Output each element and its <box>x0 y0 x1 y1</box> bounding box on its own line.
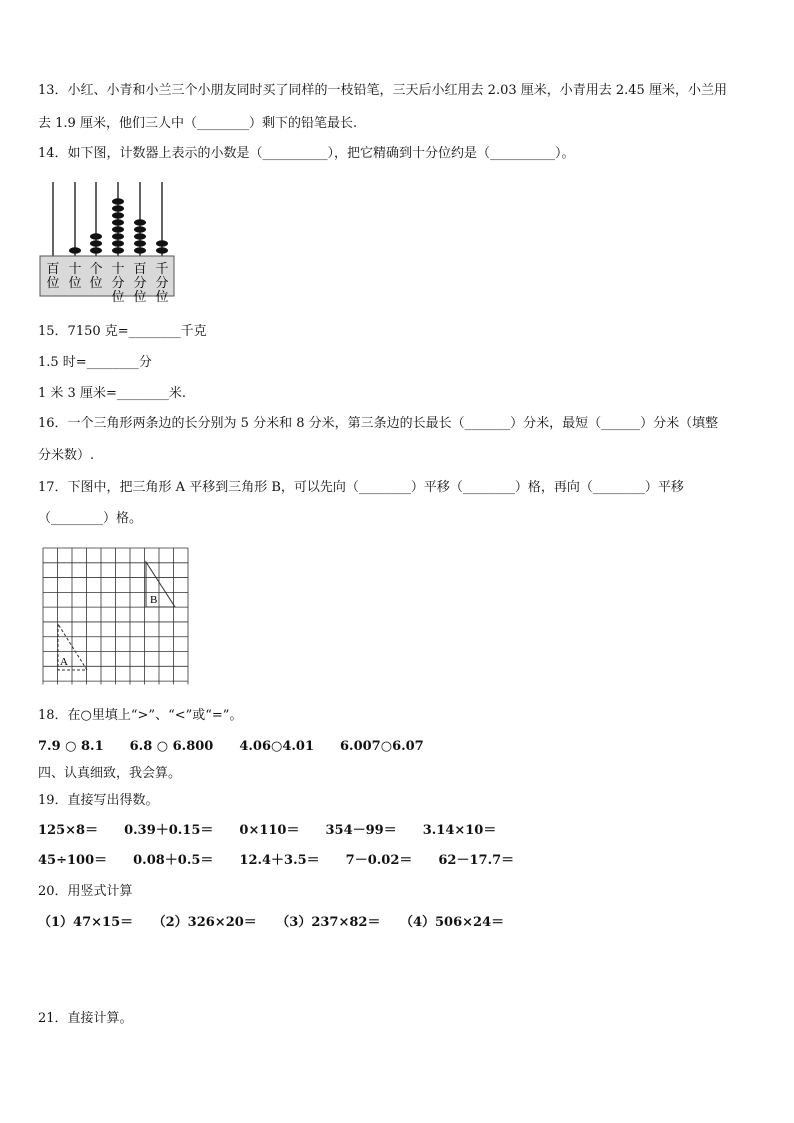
q15-line3: 1 米 3 厘米=________米. <box>38 386 186 401</box>
abacus-bead <box>156 240 168 246</box>
abacus-place-label: 千 <box>155 262 169 277</box>
q17-line1: 17．下图中，把三角形 A 平移到三角形 B，可以先向（________）平移（________）格，再向（________）平移 <box>38 480 684 495</box>
q15-line1: 15．7150 克=________千克 <box>38 324 207 339</box>
abacus-bead <box>90 233 102 239</box>
abacus-bead <box>134 233 146 239</box>
abacus-bead <box>69 247 81 253</box>
abacus-bead <box>112 226 124 232</box>
section-4-heading: 四、认真细致，我会算。 <box>38 766 182 781</box>
abacus-place-label: 十 <box>111 262 125 277</box>
q17-line2: （________）格。 <box>38 511 143 526</box>
q18-items: 7.9 ○ 8.1 6.8 ○ 6.800 4.06○4.01 6.007○6.07 <box>38 739 424 754</box>
abacus-bead <box>112 212 124 218</box>
q15-line2: 1.5 时=________分 <box>38 355 152 370</box>
abacus-frame <box>40 256 174 296</box>
abacus-bead <box>112 205 124 211</box>
abacus-place-label: 位 <box>155 290 169 305</box>
abacus-place-label: 位 <box>46 276 60 291</box>
q20-title: 20．用竖式计算 <box>38 884 133 899</box>
abacus-place-label: 位 <box>68 276 82 291</box>
abacus-place-label: 分 <box>133 276 147 291</box>
translation-grid <box>42 547 192 685</box>
abacus-place-label: 分 <box>111 276 125 291</box>
abacus-bead <box>112 219 124 225</box>
abacus-figure <box>38 180 178 308</box>
q16-line2: 分米数）. <box>38 448 95 463</box>
q19-row1: 125×8＝ 0.39＋0.15＝ 0×110＝ 354－99＝ 3.14×10＝ <box>38 823 497 838</box>
abacus-bead <box>112 198 124 204</box>
abacus-bead <box>134 226 146 232</box>
abacus-bead <box>156 247 168 253</box>
q19-row2: 45÷100＝ 0.08＋0.5＝ 12.4＋3.5＝ 7－0.02＝ 62－17.7＝ <box>38 853 515 868</box>
q13-line1: 13．小红、小青和小兰三个小朋友同时买了同样的一枝铅笔，三天后小红用去 2.03 厘米，小青用去 2.45 厘米，小兰用 <box>38 83 727 98</box>
q20-items: （1）47×15＝ （2）326×20＝ （3）237×82＝ （4）506×24＝ <box>38 915 505 930</box>
abacus-place-label: 位 <box>133 290 147 305</box>
abacus-bead <box>134 219 146 225</box>
abacus-place-label: 十 <box>68 262 82 277</box>
q14-text: 14．如下图，计数器上表示的小数是（__________），把它精确到十分位约是（__________）。 <box>38 146 575 161</box>
abacus-bead <box>134 240 146 246</box>
q18-title: 18．在○里填上“>”、“<”或“=”。 <box>38 708 243 723</box>
abacus-place-label: 位 <box>111 290 125 305</box>
abacus-bead <box>112 233 124 239</box>
abacus-bead <box>134 247 146 253</box>
abacus-bead <box>90 247 102 253</box>
q13-line2: 去 1.9 厘米，他们三人中（________）剩下的铅笔最长. <box>38 116 358 131</box>
abacus-place-label: 个 <box>89 262 103 277</box>
triangle-b-label: B <box>150 594 158 606</box>
abacus-place-label: 百 <box>46 262 60 277</box>
q21-title: 21．直接计算。 <box>38 1011 133 1026</box>
abacus-place-label: 分 <box>155 276 169 291</box>
abacus-bead <box>112 240 124 246</box>
abacus-bead <box>112 247 124 253</box>
abacus-rods <box>53 182 168 256</box>
abacus-bead <box>90 240 102 246</box>
q16-line1: 16．一个三角形两条边的长分别为 5 分米和 8 分米，第三条边的长最长（_______）分米，最短（______）分米（填整 <box>38 416 719 431</box>
q19-title: 19．直接写出得数。 <box>38 793 159 808</box>
abacus-place-label: 位 <box>89 276 103 291</box>
triangle-a-label: A <box>60 656 68 668</box>
abacus-place-label: 百 <box>133 262 147 277</box>
